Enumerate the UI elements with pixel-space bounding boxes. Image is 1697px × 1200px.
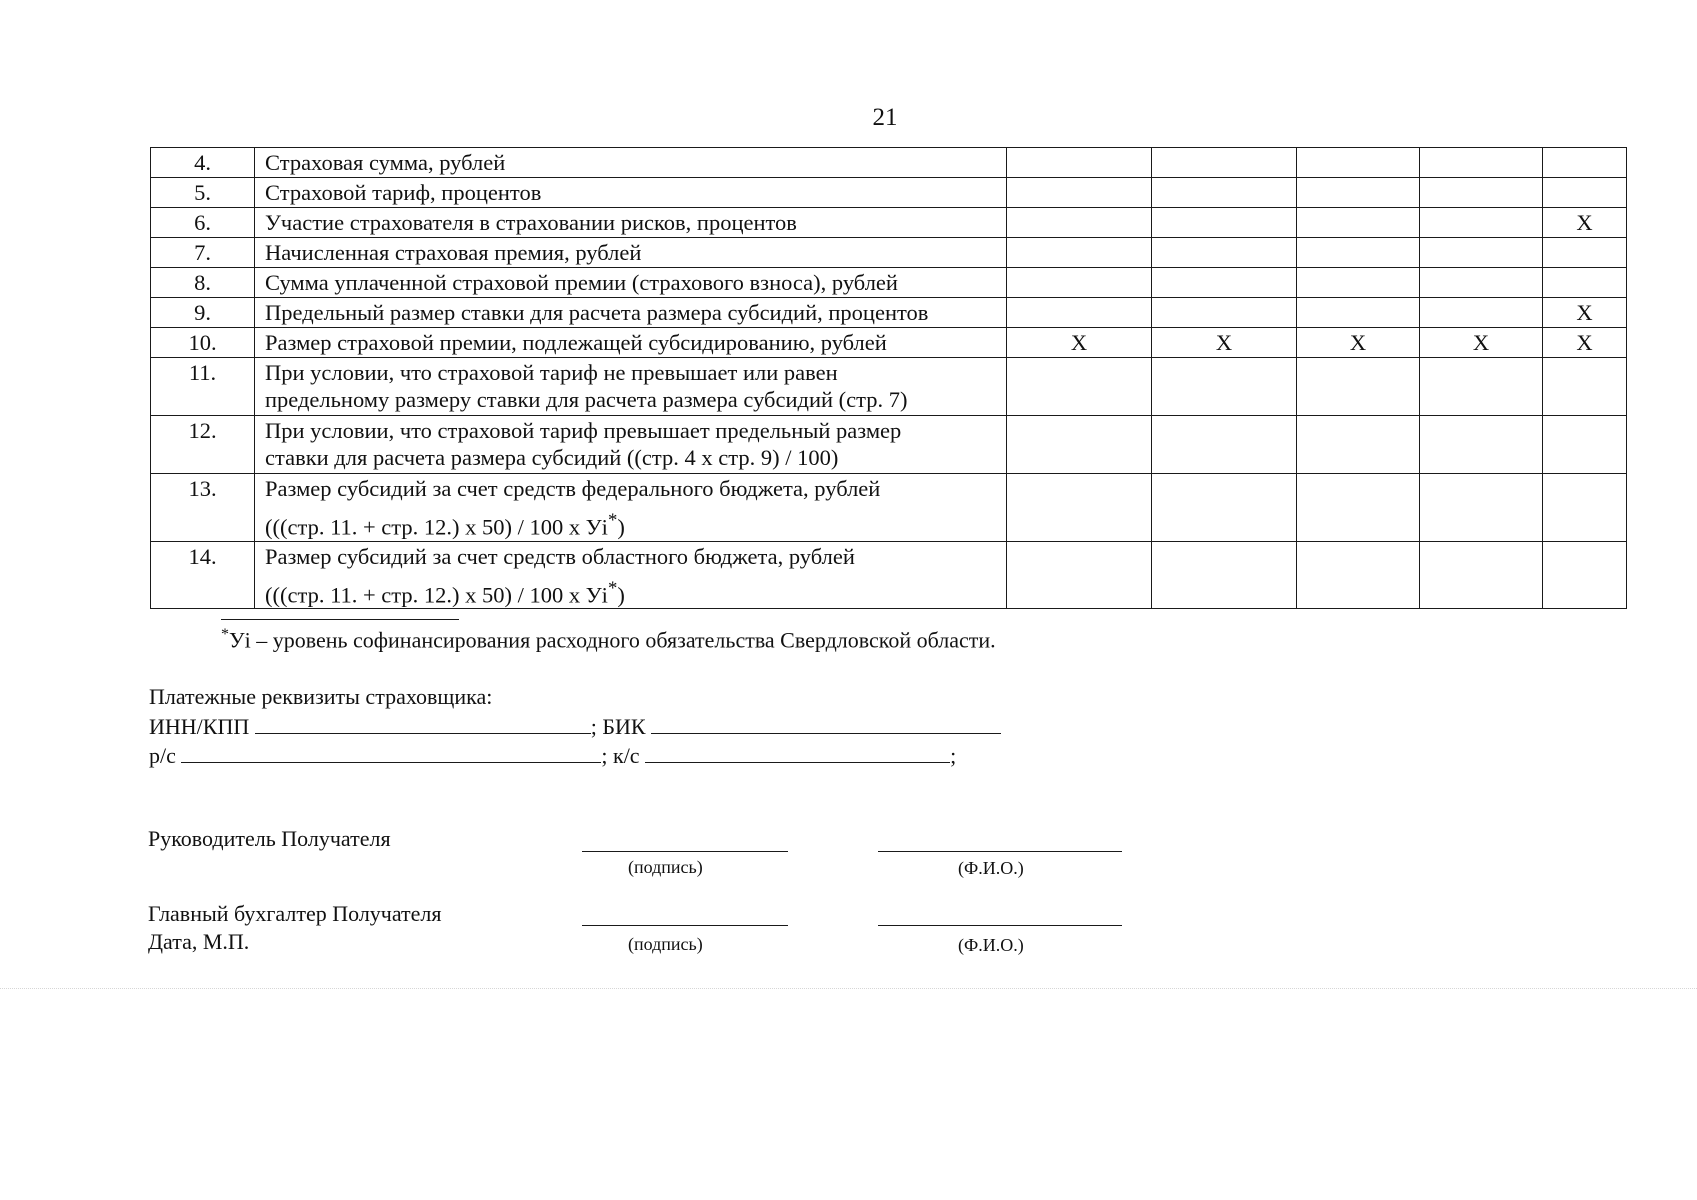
value-cell (1297, 416, 1420, 474)
scan-artifact-line (0, 988, 1697, 989)
row-number: 4. (151, 148, 255, 178)
row-number: 5. (151, 178, 255, 208)
value-cell (1007, 541, 1152, 609)
row-description: Сумма уплаченной страховой премии (страхового взноса), рублей (255, 268, 1007, 298)
value-cell (1152, 474, 1297, 542)
value-cell: Х (1543, 328, 1627, 358)
head-fio-line[interactable] (878, 851, 1122, 852)
value-cell: Х (1543, 208, 1627, 238)
row-description: Начисленная страховая премия, рублей (255, 238, 1007, 268)
signature-caption: (подпись) (628, 934, 703, 954)
table-row (151, 328, 1627, 358)
settlement-account-label: р/с (149, 743, 176, 768)
table-row (151, 358, 1627, 416)
row-description: Страховая сумма, рублей (255, 148, 1007, 178)
value-cell (1420, 298, 1543, 328)
value-cell (1420, 148, 1543, 178)
value-cell (1297, 178, 1420, 208)
footnote-mark: * (607, 577, 618, 599)
value-cell (1007, 178, 1152, 208)
chief-accountant-label: Главный бухгалтер Получателя (148, 901, 442, 926)
row-description-line: Размер субсидий за счет средств федерального бюджета, рублей (265, 476, 881, 501)
value-cell (1543, 148, 1627, 178)
table-row (151, 148, 1627, 178)
row-number: 12. (151, 416, 255, 474)
value-cell (1007, 148, 1152, 178)
value-cell (1007, 416, 1152, 474)
row-number: 13. (151, 474, 255, 542)
payment-line-inn-bik (149, 713, 1001, 740)
value-cell (1420, 358, 1543, 416)
accountant-fio-line[interactable] (878, 925, 1122, 926)
value-cell (1297, 298, 1420, 328)
footnote-mark: * (221, 626, 229, 643)
footnote-mark: * (607, 510, 618, 531)
value-cell (1420, 474, 1543, 542)
row-description (255, 358, 1007, 416)
table-row (151, 178, 1627, 208)
head-of-recipient-label: Руководитель Получателя (148, 826, 391, 851)
value-cell (1543, 238, 1627, 268)
value-cell (1152, 298, 1297, 328)
value-cell (1152, 358, 1297, 416)
table-row (151, 268, 1627, 298)
value-cell (1152, 148, 1297, 178)
value-cell (1007, 474, 1152, 542)
page-number: 21 (872, 104, 898, 131)
closing-paren: ) (617, 582, 625, 607)
row-description-line: (((стр. 11. + стр. 12.) х 50) / 100 х Уi (265, 514, 608, 540)
signature-caption: (подпись) (628, 857, 703, 877)
value-cell (1543, 416, 1627, 474)
corr-account-field[interactable] (645, 742, 950, 763)
table-row (151, 541, 1627, 609)
bik-label: ; БИК (590, 714, 646, 739)
value-cell (1152, 238, 1297, 268)
value-cell: Х (1543, 298, 1627, 328)
value-cell (1420, 238, 1543, 268)
date-stamp-label: Дата, М.П. (148, 929, 250, 954)
inn-kpp-field[interactable] (255, 713, 591, 734)
value-cell (1420, 268, 1543, 298)
row-description: Участие страхователя в страховании рисков, процентов (255, 208, 1007, 238)
table-row (151, 416, 1627, 474)
value-cell (1420, 541, 1543, 609)
value-cell (1152, 208, 1297, 238)
inn-kpp-label: ИНН/КПП (149, 714, 250, 739)
value-cell (1007, 268, 1152, 298)
value-cell (1420, 178, 1543, 208)
value-cell (1543, 178, 1627, 208)
value-cell (1297, 208, 1420, 238)
value-cell: Х (1007, 328, 1152, 358)
row-description: Страховой тариф, процентов (255, 178, 1007, 208)
value-cell: Х (1297, 328, 1420, 358)
value-cell (1543, 474, 1627, 542)
table-row (151, 298, 1627, 328)
value-cell: Х (1420, 328, 1543, 358)
value-cell (1420, 208, 1543, 238)
settlement-account-field[interactable] (181, 742, 601, 763)
table-row (151, 474, 1627, 542)
table-row (151, 208, 1627, 238)
row-number: 14. (151, 541, 255, 609)
bik-field[interactable] (651, 713, 1001, 734)
row-description (255, 416, 1007, 474)
row-number: 10. (151, 328, 255, 358)
row-description: Размер страховой премии, подлежащей субсидированию, рублей (255, 328, 1007, 358)
value-cell (1007, 208, 1152, 238)
corr-account-label: ; к/с (601, 743, 640, 768)
value-cell (1297, 358, 1420, 416)
row-description-line: предельному размеру ставки для расчета размера субсидий (стр. 7) (265, 387, 908, 412)
payment-details-heading: Платежные реквизиты страховщика: (149, 684, 493, 709)
row-description (255, 474, 1007, 542)
row-number: 7. (151, 238, 255, 268)
value-cell (1297, 238, 1420, 268)
accountant-signature-line[interactable] (582, 925, 788, 926)
value-cell (1152, 268, 1297, 298)
row-description-line: (((стр. 11. + стр. 12.) х 50) / 100 х Уi (265, 582, 608, 607)
row-number: 6. (151, 208, 255, 238)
head-signature-line[interactable] (582, 851, 788, 852)
value-cell: Х (1152, 328, 1297, 358)
closing-paren: ) (617, 514, 625, 540)
table-row (151, 238, 1627, 268)
fio-caption: (Ф.И.О.) (958, 858, 1024, 878)
value-cell (1543, 541, 1627, 609)
row-description-line: ставки для расчета размера субсидий ((стр. 4 х стр. 9) / 100) (265, 445, 839, 470)
footnote-text: Уi – уровень софинансирования расходного обязательства Свердловской области. (229, 627, 996, 653)
row-description-line: При условии, что страховой тариф превышает предельный размер (265, 418, 902, 443)
value-cell (1297, 148, 1420, 178)
subsidy-calculation-table (150, 147, 1627, 609)
value-cell (1297, 474, 1420, 542)
row-number: 9. (151, 298, 255, 328)
value-cell (1420, 416, 1543, 474)
row-description-line: Размер субсидий за счет средств областного бюджета, рублей (265, 543, 855, 569)
row-description (255, 541, 1007, 609)
footnote-divider (221, 619, 459, 620)
row-description: Предельный размер ставки для расчета размера субсидий, процентов (255, 298, 1007, 328)
value-cell (1007, 238, 1152, 268)
value-cell (1297, 268, 1420, 298)
row-number: 11. (151, 358, 255, 416)
row-number: 8. (151, 268, 255, 298)
row-description-line: При условии, что страховой тариф не превышает или равен (265, 360, 838, 385)
payment-line-accounts (149, 742, 956, 769)
value-cell (1152, 178, 1297, 208)
value-cell (1152, 541, 1297, 609)
value-cell (1152, 416, 1297, 474)
value-cell (1543, 358, 1627, 416)
value-cell (1007, 298, 1152, 328)
line-end: ; (950, 743, 957, 768)
value-cell (1543, 268, 1627, 298)
fio-caption: (Ф.И.О.) (958, 935, 1024, 955)
value-cell (1297, 541, 1420, 609)
footnote (221, 626, 996, 653)
value-cell (1007, 358, 1152, 416)
